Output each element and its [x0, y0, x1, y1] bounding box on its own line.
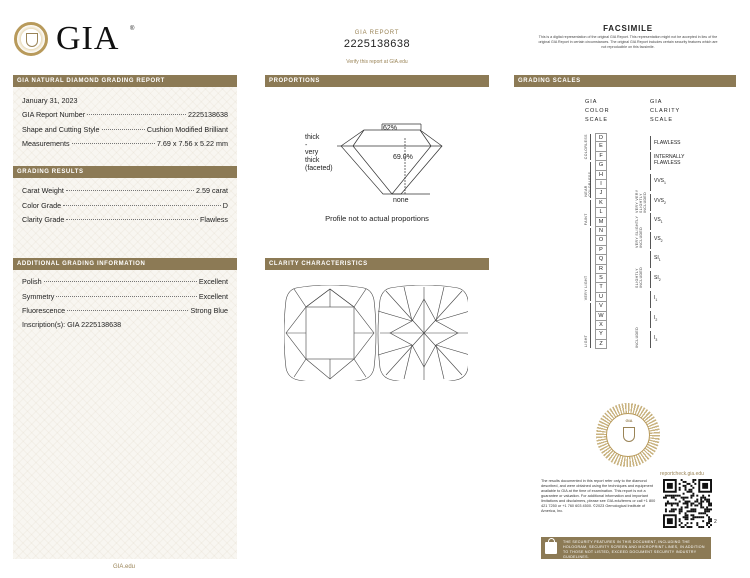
clarity-grade: $SI_2$	[650, 271, 680, 288]
color-grade-y: Y	[595, 330, 607, 339]
grading-results-heading: GRADING RESULTS	[13, 166, 237, 178]
clarity-title-line: SCALE	[650, 117, 674, 123]
clarity-plot	[284, 285, 468, 381]
color-grade-f: F	[595, 152, 607, 161]
color-grade-j: J	[595, 189, 607, 198]
color-scale-title	[585, 98, 610, 125]
registered-mark: ®	[130, 26, 135, 32]
color-group-bracket	[590, 303, 591, 348]
polish-row	[22, 277, 228, 286]
report-number-row	[22, 110, 228, 119]
report-header	[300, 30, 454, 65]
girdle-label-3: very	[305, 149, 319, 156]
color-title-line: COLOR	[585, 108, 610, 114]
additional-info-heading: ADDITIONAL GRADING INFORMATION	[13, 258, 237, 270]
security-banner	[541, 537, 711, 559]
row-value: Strong Blue	[190, 306, 228, 315]
color-grade-d: D	[595, 133, 607, 142]
clarity-grade: INTERNALLY FLAWLESS	[650, 152, 680, 170]
table-percent: 62%	[383, 125, 398, 132]
color-group-bracket	[590, 200, 591, 226]
color-grade-o: O	[595, 236, 607, 245]
clarity-group-label: VERY VERY SLIGHTLY INCLUDED	[635, 189, 647, 213]
color-grade-x: X	[595, 321, 607, 330]
color-grade-k: K	[595, 199, 607, 208]
color-grade-h: H	[595, 171, 607, 180]
color-group-bracket	[590, 228, 591, 301]
diamond-profile-icon	[265, 90, 489, 220]
clarity-grade: $SI_1$	[650, 251, 680, 268]
color-grade-m: M	[595, 218, 607, 227]
girdle-label-5: (faceted)	[305, 165, 333, 172]
culet-label: none	[393, 197, 409, 204]
color-grade-p: P	[595, 246, 607, 255]
shield-icon	[623, 427, 635, 442]
color-group-label: NEAR COLORLESS	[584, 171, 592, 197]
depth-percent: 69.0%	[393, 154, 413, 161]
row-value: Cushion Modified Brilliant	[146, 125, 228, 134]
color-grade-t: T	[595, 283, 607, 292]
row-label: Clarity Grade	[22, 215, 65, 224]
verify-link[interactable]: Verify this report at GIA.edu	[346, 59, 408, 65]
carat-row	[22, 186, 228, 195]
color-grade-v: V	[595, 302, 607, 311]
clarity-grade: $VS_1$	[650, 213, 680, 230]
clarity-grade: FLAWLESS	[650, 136, 680, 150]
grading-scales-heading: GRADING SCALES	[514, 75, 736, 87]
color-grade-r: R	[595, 265, 607, 274]
clarity-grade: $I_3$	[650, 331, 680, 348]
inscription: Inscription(s): GIA 2225138638	[22, 320, 122, 329]
report-date: January 31, 2023	[22, 96, 78, 105]
clarity-grade: $I_2$	[650, 311, 680, 328]
color-group-label: FAINT	[584, 213, 588, 225]
proportions-diagram	[265, 90, 489, 220]
proportions-heading: PROPORTIONS	[265, 75, 489, 87]
fluorescence-row	[22, 306, 228, 315]
footer-link[interactable]: GIA.edu	[113, 564, 136, 570]
qr-code-icon[interactable]	[663, 479, 712, 528]
girdle-label-2: -	[305, 142, 308, 149]
clarity-group-label: VERY SLIGHTLY INCLUDED	[635, 215, 643, 248]
clarity-grade: $VS_2$	[650, 232, 680, 249]
row-label: Measurements	[22, 139, 70, 148]
gia-seal-large-icon	[596, 403, 660, 467]
color-group-bracket	[590, 134, 591, 160]
natural-report-heading: GIA NATURAL DIAMOND GRADING REPORT	[13, 75, 237, 87]
row-value: 7.69 x 7.56 x 5.22 mm	[156, 139, 228, 148]
row-label: Fluorescence	[22, 306, 66, 315]
color-group-label: VERY LIGHT	[584, 275, 588, 301]
legal-disclaimer: The results documented in this report refer only to the diamond described, and were obtained using the techniques and equipment available to GIA at the time of examination. This report is not a guarantee or valuation. For additional information and important limitations and disclaimers, please see GIA.edu/terms or call +1 800 421 7250 or +1 760 603 4500. ©2023 Gemological Institute of America, Inc.	[541, 479, 656, 513]
symmetry-row	[22, 292, 228, 301]
lock-icon	[545, 542, 557, 554]
color-grade-n: N	[595, 227, 607, 236]
color-group-label: LIGHT	[584, 334, 588, 348]
color-grade-u: U	[595, 293, 607, 302]
row-value: 2.59 carat	[196, 186, 228, 195]
row-value: 2225138638	[188, 110, 228, 119]
color-group-label: COLORLESS	[584, 134, 588, 160]
color-grade-z: Z	[595, 340, 607, 349]
color-row	[22, 201, 228, 210]
row-value: D	[222, 201, 228, 210]
report-label: GIA REPORT	[354, 30, 400, 36]
facsimile-note: This is a digital representation of the original GIA Report. This representation might not be accepted in lieu of the original GIA Report in certain circumstances. The original GIA Report includes certain security features which are not reproducible on this facsimile.	[538, 35, 718, 49]
color-grade-q: Q	[595, 255, 607, 264]
girdle-label-1: thick	[305, 134, 320, 141]
clarity-group-label: INCLUDED	[635, 326, 639, 348]
clarity-heading: CLARITY CHARACTERISTICS	[265, 258, 489, 270]
color-grade-l: L	[595, 208, 607, 217]
seal-text: GIA	[625, 418, 633, 423]
color-title-line: SCALE	[585, 117, 609, 123]
color-grade-g: G	[595, 161, 607, 170]
gia-seal-icon	[14, 22, 48, 56]
row-label: GIA Report Number	[22, 110, 86, 119]
qr-number: 2	[714, 519, 717, 525]
row-label: Carat Weight	[22, 186, 64, 195]
report-details-panel	[13, 75, 237, 559]
color-grade-s: S	[595, 274, 607, 283]
facsimile-title: FACSIMILE	[603, 24, 653, 33]
row-label: Color Grade	[22, 201, 62, 210]
row-value: Flawless	[200, 215, 228, 224]
row-value: Excellent	[198, 292, 228, 301]
color-title-line: GIA	[585, 99, 598, 105]
girdle-label-4: thick	[305, 157, 320, 164]
row-label: Shape and Cutting Style	[22, 125, 100, 134]
shape-row	[22, 125, 228, 134]
report-number: 2225138638	[343, 38, 411, 50]
clarity-title-line: CLARITY	[650, 108, 681, 114]
security-text: THE SECURITY FEATURES IN THIS DOCUMENT, INCLUDING THE HOLOGRAM, SECURITY SCREEN AND MICROPRINT LINES, IN ADDITION TO THOSE NOT LISTED, EXCEED DOCUMENT SECURITY INDUSTRY GUIDELINES.	[563, 540, 705, 559]
proportions-caption: Profile not to actual proportions	[325, 214, 429, 223]
gia-logo	[12, 20, 142, 58]
row-label: Polish	[22, 277, 42, 286]
color-grade-i: I	[595, 180, 607, 189]
color-grade-e: E	[595, 142, 607, 151]
measurements-row	[22, 139, 228, 148]
clarity-title-line: GIA	[650, 99, 663, 105]
clarity-group-label: SLIGHTLY INCLUDED	[635, 266, 643, 288]
row-label: Symmetry	[22, 292, 55, 301]
color-grade-w: W	[595, 312, 607, 321]
reportcheck-link[interactable]: reportcheck.gia.edu	[660, 471, 704, 477]
clarity-grade: $VVS_1$	[650, 174, 680, 191]
cushion-crown-icon	[284, 285, 468, 381]
facsimile-block	[538, 24, 718, 50]
clarity-scale-title	[650, 98, 680, 125]
clarity-row	[22, 215, 228, 224]
logo-text: GIA	[56, 20, 120, 57]
clarity-grade: $I_1$	[650, 291, 680, 308]
row-value: Excellent	[198, 277, 228, 286]
clarity-grade: $VVS_2$	[650, 194, 680, 211]
